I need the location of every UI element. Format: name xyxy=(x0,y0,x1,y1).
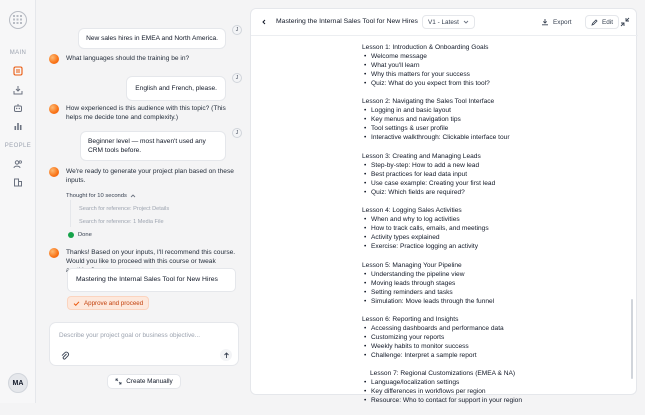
lesson-items xyxy=(362,161,622,197)
lesson-block xyxy=(362,315,622,360)
lesson-item: • Why this matters for your success xyxy=(362,70,622,79)
section-label-people: PEOPLE xyxy=(4,143,32,149)
ai-message-text: How experienced is this audience with this topic? (This helps me decide tone and complexity.) xyxy=(66,105,226,121)
lesson-item: • Interactive walkthrough: Clickable interface tour xyxy=(362,133,622,142)
lesson-title: Lesson 5: Managing Your Pipeline xyxy=(362,261,462,269)
create-manually-button[interactable] xyxy=(107,374,181,389)
user-message-bubble: New sales hires in EMEA and North America. xyxy=(78,28,226,49)
lesson-block xyxy=(362,43,622,88)
check-icon xyxy=(73,300,80,307)
lesson-outline xyxy=(362,43,622,415)
lesson-title: Lesson 6: Reporting and Insights xyxy=(362,315,459,323)
lesson-item: • Understanding the pipeline view xyxy=(362,270,622,279)
document-header xyxy=(251,9,638,36)
assistant-avatar-icon xyxy=(49,104,59,114)
user-message-avatar: J xyxy=(232,73,242,83)
lesson-item: • Accessing dashboards and performance data xyxy=(362,324,622,333)
ai-message-text: Thanks! Based on your inputs, I'll recommend this course. Would you like to proceed with this course or tweak xyxy=(66,249,236,265)
approve-button-label: Approve and proceed xyxy=(84,299,144,307)
assistant-avatar-icon xyxy=(49,248,59,258)
user-message-avatar: J xyxy=(232,128,242,138)
document-panel xyxy=(250,8,637,405)
lesson-item: • Setting reminders and tasks xyxy=(362,288,622,297)
lesson-item: • Best practices for lead data input xyxy=(362,170,622,179)
lesson-item: • Resource: Who to contact for support in your region xyxy=(362,396,622,405)
lesson-items xyxy=(362,378,622,405)
chat-panel xyxy=(36,0,246,403)
lesson-title: Lesson 2: Navigating the Sales Tool Interface xyxy=(362,98,495,106)
nav-projects-icon[interactable] xyxy=(10,63,26,79)
thought-title[interactable] xyxy=(66,193,236,199)
chevron-down-icon xyxy=(463,19,469,25)
back-button[interactable] xyxy=(259,17,269,27)
done-label: Done xyxy=(78,232,92,238)
send-button[interactable] xyxy=(220,349,232,361)
lesson-item: • Use case example: Creating your first lead xyxy=(362,179,622,188)
ai-message-text: We're ready to generate your project plan based on these inputs. xyxy=(66,168,234,184)
user-message-bubble: Beginner level — most haven't used any CRM tools before. xyxy=(80,131,226,161)
attachment-icon[interactable] xyxy=(60,351,70,361)
user-message xyxy=(126,76,242,101)
lesson-item: • Key menus and navigation tips xyxy=(362,115,622,124)
pencil-icon xyxy=(591,19,598,26)
thought-process[interactable] xyxy=(66,193,236,238)
lesson-item: • Language/localization settings xyxy=(362,378,622,387)
lesson-title: Lesson 3: Creating and Managing Leads xyxy=(362,152,481,160)
lesson-item: • Step-by-step: How to add a new lead xyxy=(362,161,622,170)
lesson-title: Lesson 1: Introduction & Onboarding Goals xyxy=(362,44,489,51)
lesson-item: • Weekly habits to monitor success xyxy=(362,342,622,351)
document-title: Mastering the Internal Sales Tool for New Hires xyxy=(276,18,418,25)
lesson-item: • Tool settings & user profile xyxy=(362,124,622,133)
section-label-main: MAIN xyxy=(9,50,27,56)
nav-bot-icon[interactable] xyxy=(10,100,26,116)
nav-analytics-icon[interactable] xyxy=(10,118,26,134)
user-message xyxy=(80,131,242,161)
composer-input[interactable]: Describe your project goal or business objective... xyxy=(59,332,201,339)
lesson-items xyxy=(362,324,622,360)
document-scrollbar[interactable] xyxy=(631,299,633,379)
ai-message xyxy=(49,104,239,122)
assistant-avatar-icon xyxy=(49,54,59,64)
lesson-item: • Challenge: Interpret a sample report xyxy=(362,351,622,360)
lesson-item: • How to track calls, emails, and meetings xyxy=(362,224,622,233)
edit-button[interactable] xyxy=(585,15,619,29)
lesson-items xyxy=(362,215,622,251)
lesson-block xyxy=(362,206,622,251)
lesson-block xyxy=(362,97,622,142)
assistant-avatar-icon xyxy=(49,167,59,177)
lesson-item: • Quiz: Which fields are required? xyxy=(362,188,622,197)
ai-message xyxy=(49,54,239,64)
check-circle-icon xyxy=(68,232,74,238)
ai-message-text: What languages should the training be in? xyxy=(66,55,190,62)
lesson-item: • Moving leads through stages xyxy=(362,279,622,288)
user-avatar[interactable]: MA xyxy=(8,373,28,393)
create-manually-label: Create Manually xyxy=(126,378,173,385)
lesson-item: • What you'll learn xyxy=(362,61,622,70)
chevron-left-icon xyxy=(261,19,267,25)
lesson-item: • Activity types explained xyxy=(362,233,622,242)
user-message-bubble: English and French, please. xyxy=(126,76,226,101)
lesson-item: • When and why to log activities xyxy=(362,215,622,224)
chat-composer[interactable] xyxy=(49,322,239,366)
lesson-items xyxy=(362,52,622,88)
user-message xyxy=(78,28,242,49)
left-rail xyxy=(0,0,36,403)
export-button[interactable] xyxy=(541,15,571,29)
lesson-block xyxy=(362,261,622,306)
edit-label: Edit xyxy=(602,18,614,26)
lesson-items xyxy=(362,270,622,306)
lesson-items xyxy=(362,106,622,142)
collapse-icon[interactable] xyxy=(620,17,630,27)
nav-users-icon[interactable] xyxy=(10,156,26,172)
app-logo-icon[interactable] xyxy=(9,11,27,29)
chevron-up-icon xyxy=(130,193,136,199)
ai-message xyxy=(49,167,239,185)
lesson-item: • Key differences in workflows per region xyxy=(362,387,622,396)
lesson-item: • Exercise: Practice logging an activity xyxy=(362,242,622,251)
thought-step: Search for reference: 1 Media File xyxy=(66,219,236,225)
export-label: Export xyxy=(553,18,572,26)
lesson-item: • Customizing your reports xyxy=(362,333,622,342)
expand-arrows-icon xyxy=(115,378,122,385)
lesson-item: • Welcome message xyxy=(362,52,622,61)
lesson-block xyxy=(362,369,622,405)
download-icon xyxy=(541,18,549,26)
nav-inbox-icon[interactable] xyxy=(10,82,26,98)
version-label: V1 - Latest xyxy=(428,18,459,26)
lesson-item: • Logging in and basic layout xyxy=(362,106,622,115)
nav-organization-icon[interactable] xyxy=(10,174,26,190)
lesson-item: • Simulation: Move leads through the funnel xyxy=(362,297,622,306)
lesson-item: • Quiz: What do you expect from this tool? xyxy=(362,79,622,88)
thought-title-label: Thought for 10 seconds xyxy=(66,193,127,199)
arrow-up-icon xyxy=(223,352,230,359)
user-message-avatar: J xyxy=(232,25,242,35)
approve-button[interactable] xyxy=(67,296,149,310)
lesson-title: Lesson 7: Regional Customizations (EMEA & NA) xyxy=(370,370,516,378)
recommended-course-card[interactable]: Mastering the Internal Sales Tool for New Hires xyxy=(67,268,236,292)
lesson-block xyxy=(362,152,622,197)
lesson-title: Lesson 4: Logging Sales Activities xyxy=(362,207,462,215)
version-select[interactable] xyxy=(422,15,475,29)
thought-step: Search for reference: Project Details xyxy=(66,206,236,212)
thought-done xyxy=(66,232,236,238)
